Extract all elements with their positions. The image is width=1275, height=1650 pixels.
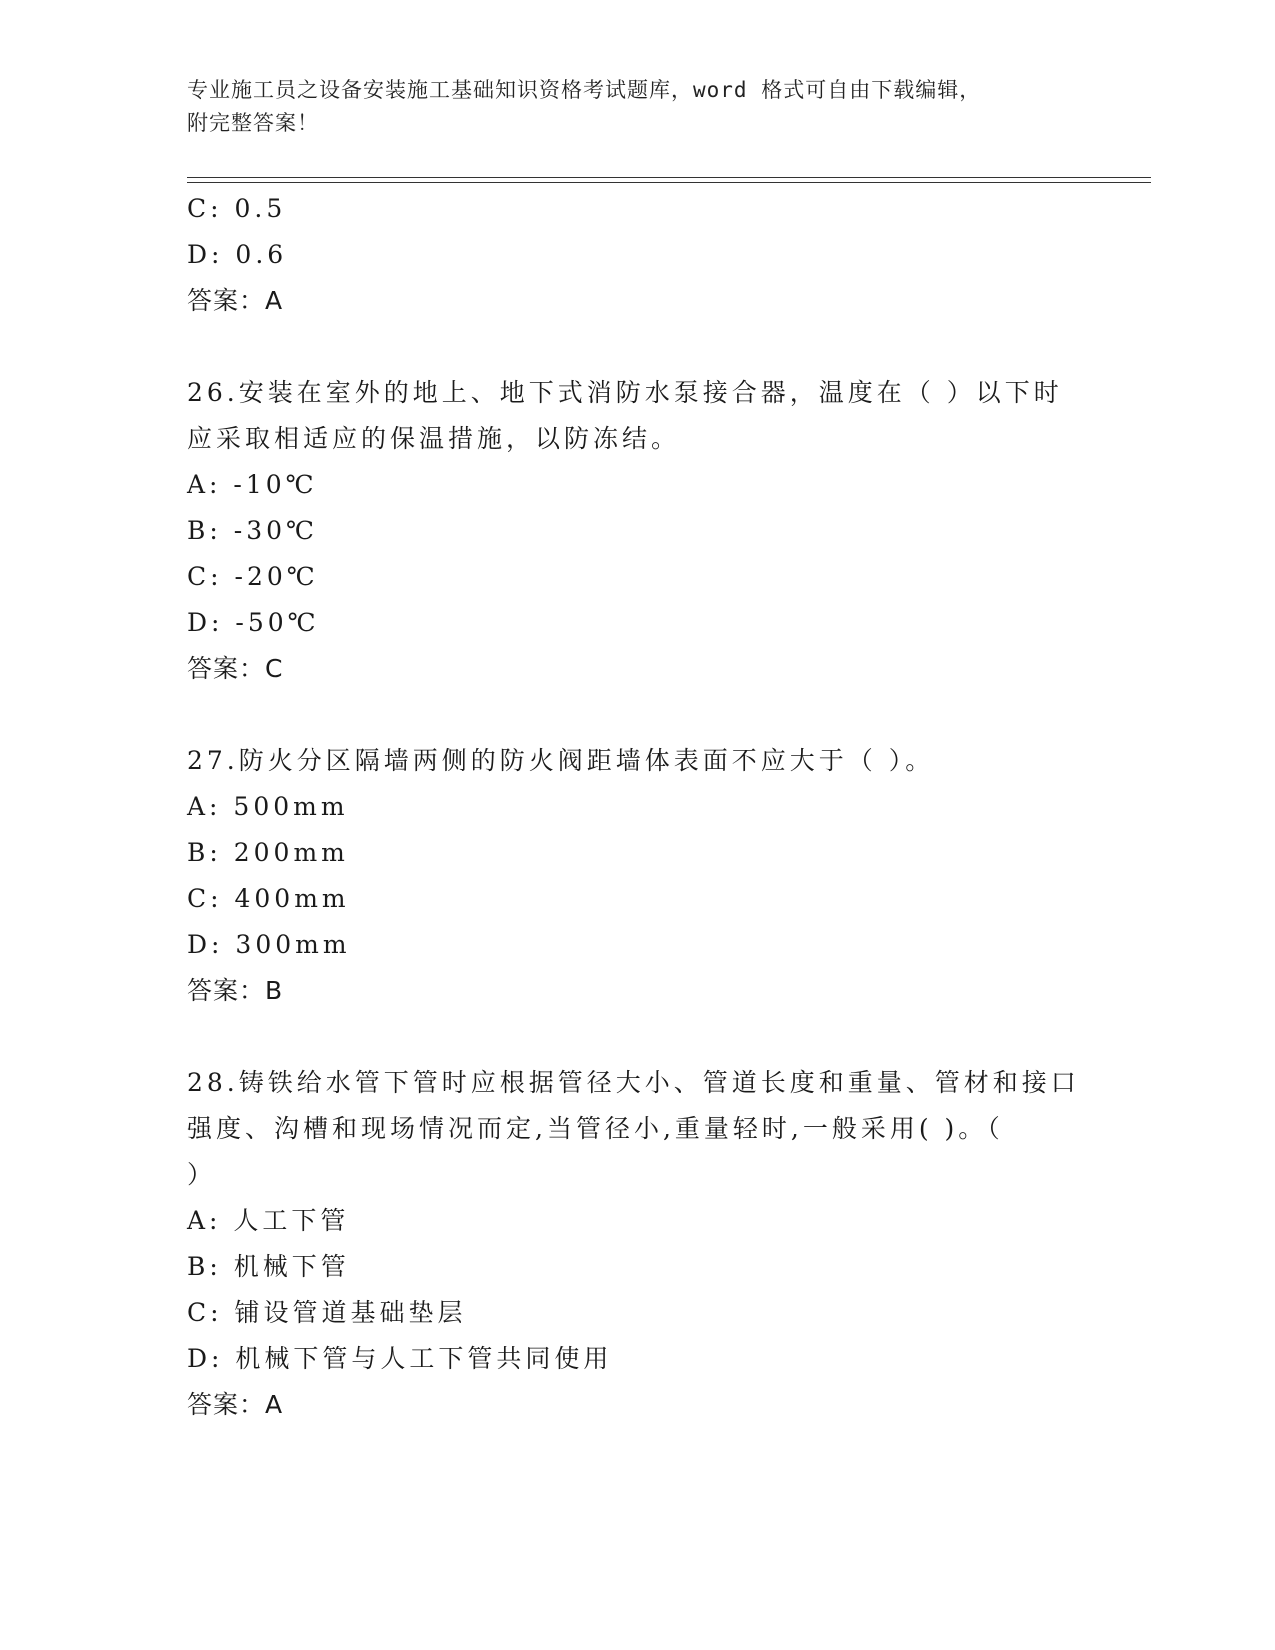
spacer — [187, 692, 1087, 738]
option-b: B: 200mm — [187, 838, 349, 867]
answer-label: 答案：A — [187, 1390, 284, 1419]
question-list — [187, 186, 1087, 1428]
question-text — [187, 738, 1067, 784]
header-divider-bottom — [187, 182, 1151, 183]
question-text — [187, 370, 1067, 462]
document-header — [187, 74, 1067, 140]
option-c: C: -20℃ — [187, 562, 319, 591]
option-d: D: -50℃ — [187, 608, 320, 637]
option-c: C: 400mm — [187, 884, 350, 913]
answer-label: 答案：A — [187, 286, 284, 315]
option-c: C: 铺设管道基础垫层 — [187, 1298, 467, 1327]
question-26 — [187, 370, 1087, 692]
header-line-2: 附完整答案！ — [187, 111, 319, 135]
option-d: D: 0.6 — [187, 240, 288, 269]
option-c: C: 0.5 — [187, 194, 287, 223]
question-28 — [187, 1060, 1087, 1428]
answer-label: 答案：C — [187, 654, 284, 683]
header-line-1: 专业施工员之设备安装施工基础知识资格考试题库，word 格式可自由下载编辑， — [187, 78, 982, 102]
option-d: D: 机械下管与人工下管共同使用 — [187, 1344, 613, 1373]
question-25-tail — [187, 186, 1087, 324]
option-a: A: 人工下管 — [187, 1206, 350, 1235]
question-27 — [187, 738, 1087, 1014]
question-text — [187, 1060, 1080, 1198]
question-text-line: ） — [187, 1160, 217, 1189]
answer-label: 答案：B — [187, 976, 284, 1005]
spacer — [187, 324, 1087, 370]
question-text-line: 应采取相适应的保温措施，以防冻结。 — [187, 424, 681, 453]
option-a: A: -10℃ — [187, 470, 318, 499]
option-b: B: -30℃ — [187, 516, 318, 545]
question-text-line: 27.防火分区隔墙两侧的防火阀距墙体表面不应大于（ ）。 — [187, 746, 935, 775]
option-b: B: 机械下管 — [187, 1252, 350, 1281]
option-a: A: 500mm — [187, 792, 349, 821]
question-text-line: 28.铸铁给水管下管时应根据管径大小、管道长度和重量、管材和接口 — [187, 1068, 1080, 1097]
option-d: D: 300mm — [187, 930, 351, 959]
header-divider-top — [187, 177, 1151, 178]
spacer — [187, 1014, 1087, 1060]
question-text-line: 26.安装在室外的地上、地下式消防水泵接合器，温度在（ ）以下时 — [187, 378, 1063, 407]
question-text-line: 强度、沟槽和现场情况而定,当管径小,重量轻时,一般采用( )。（ — [187, 1114, 1004, 1143]
